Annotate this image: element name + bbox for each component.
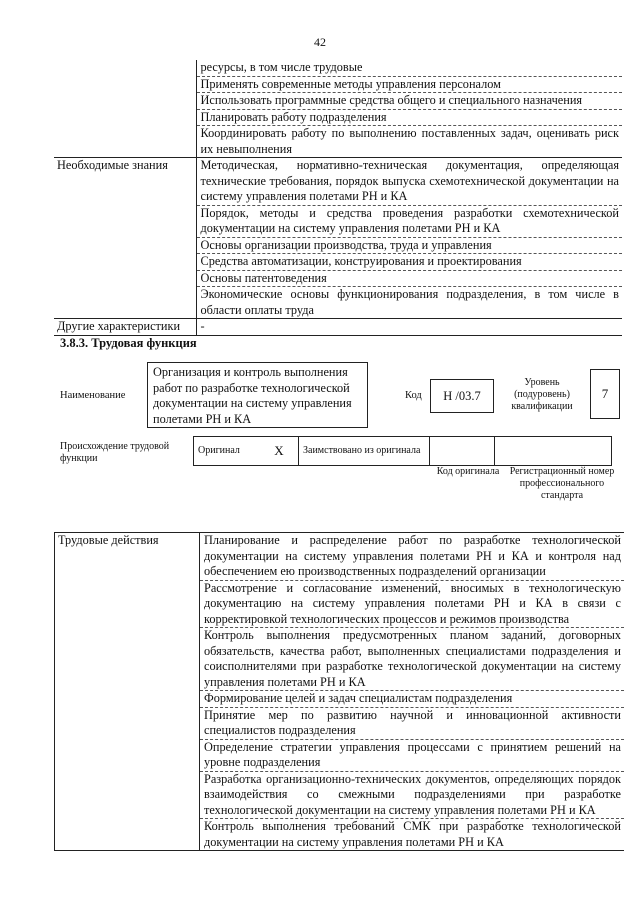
function-code: Н /03.7 <box>430 379 494 413</box>
name-label: Наименование <box>60 390 126 401</box>
action-item: Планирование и распределение работ по разработке технологической документации на систему управления полетами РН и КА и контроля над обеспечением ею производственных подразделений организации <box>200 533 625 581</box>
original-mark: X <box>260 437 299 466</box>
action-item: Контроль выполнения предусмотренных планом заданий, договорных обязательств, качества работ, выполненных специалистами подразделения и соисполнителями при разработке технологической документации на систему управления полетами РН и КА <box>200 628 625 691</box>
skill-item: Применять современные методы управления персоналом <box>196 76 622 93</box>
actions-label: Трудовые действия <box>55 533 200 581</box>
other-value: - <box>196 319 622 336</box>
code-label: Код <box>405 390 422 401</box>
knowledge-item: Основы организации производства, труда и управления <box>196 237 622 254</box>
action-item: Контроль выполнения требований СМК при разработке технологической документации на систему управления полетами РН и КА <box>200 819 625 851</box>
knowledge-item: Методическая, нормативно-техническая документация, определяющая технические требования, порядок выпуска схемотехнической документации на систему управления полетами РН и КА <box>196 158 622 206</box>
skill-item: Планировать работу подразделения <box>196 109 622 126</box>
action-item: Формирование целей и задач специалистам подразделения <box>200 691 625 708</box>
knowledge-item: Основы патентоведения <box>196 270 622 287</box>
reg-number-cell <box>495 437 612 466</box>
original-code-cell <box>430 437 495 466</box>
action-item: Разработка организационно-технических документов, определяющих порядок взаимодействия со смежными подразделениями при разработке технологической документации на систему управления полетами РН и КА <box>200 771 625 819</box>
level-label: Уровень (подуровень) квалификации <box>511 377 573 412</box>
knowledge-item: Экономические основы функционирования подразделения, в том числе в области оплаты труда <box>196 287 622 319</box>
reg-number-caption: Регистрационный номер профессионального стандарта <box>509 466 615 501</box>
other-label: Другие характеристики <box>54 319 196 336</box>
original-code-caption: Код оригинала <box>436 466 500 477</box>
action-item: Рассмотрение и согласование изменений, вносимых в технологическую документацию на систему управления полетами РН и КА в связи с корректировкой технологических процессов и режимов производства <box>200 580 625 628</box>
qualification-level: 7 <box>590 369 620 419</box>
page-number: 42 <box>314 35 326 49</box>
competency-table <box>54 60 622 336</box>
action-item: Принятие мер по развитию научной и инновационной активности специалистов подразделения <box>200 707 625 739</box>
borrowed-label: Заимствовано из оригинала <box>299 437 430 466</box>
skill-item: ресурсы, в том числе трудовые <box>196 60 622 76</box>
knowledge-label: Необходимые знания <box>54 158 196 206</box>
actions-table <box>54 532 624 851</box>
skill-item: Координировать работу по выполнению поставленных задач, оценивать риск их невыполнения <box>196 126 622 158</box>
origin-table <box>193 436 612 466</box>
origin-label: Происхождение трудовой функции <box>60 441 170 464</box>
function-name: Организация и контроль выполнения работ по разработке технологической документации на систему управления полетами РН и КА <box>147 362 368 428</box>
knowledge-item: Средства автоматизации, конструирования и проектирования <box>196 254 622 271</box>
knowledge-item: Порядок, методы и средства проведения разработки схемотехнической документации на систему управления полетами РН и КА <box>196 205 622 237</box>
section-heading: 3.8.3. Трудовая функция <box>60 336 197 350</box>
action-item: Определение стратегии управления процессами с принятием решений на уровне подразделения <box>200 739 625 771</box>
original-label: Оригинал <box>194 437 261 466</box>
skill-item: Использовать программные средства общего и специального назначения <box>196 93 622 110</box>
